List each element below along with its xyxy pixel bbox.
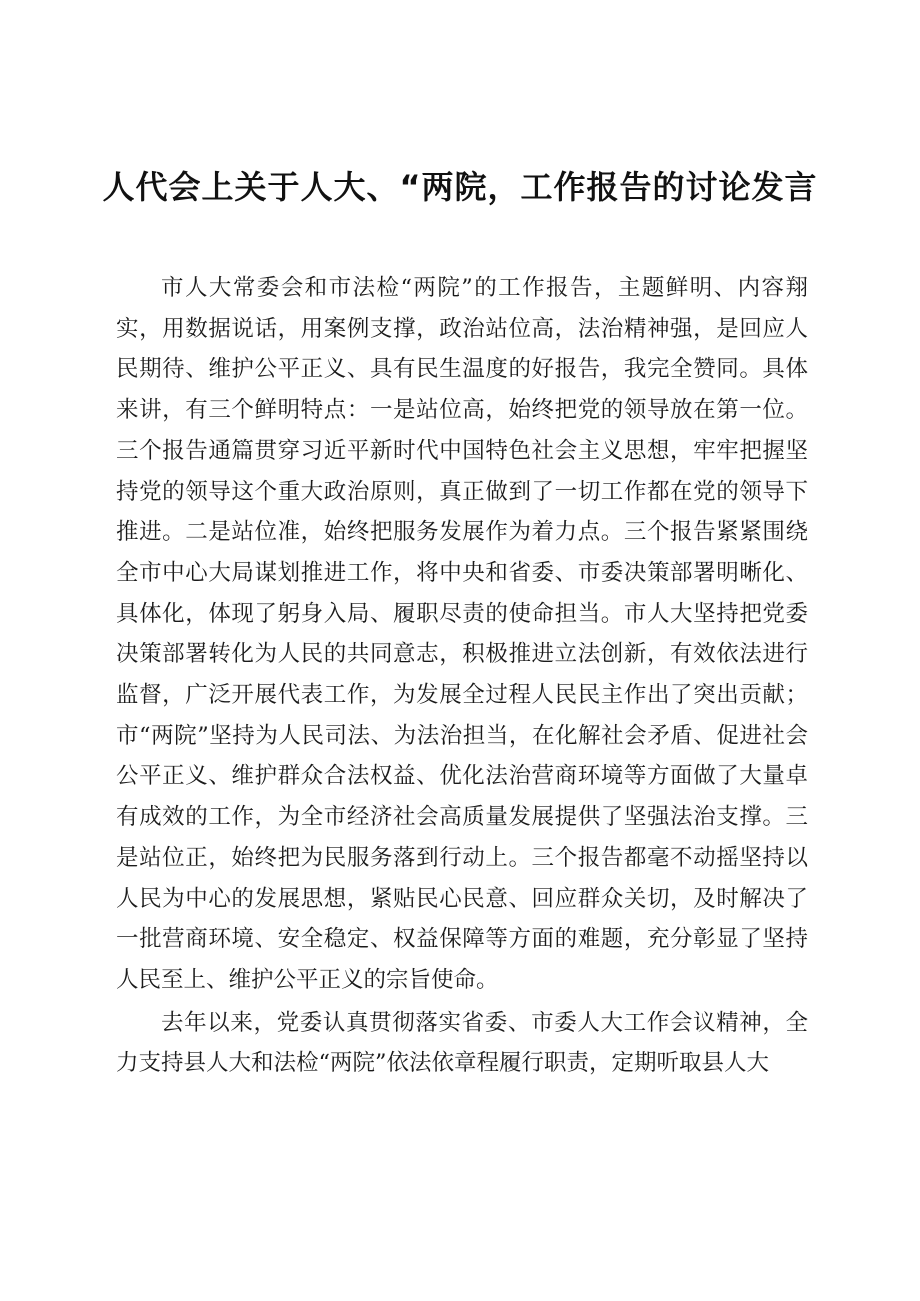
paragraph-1: 市人大常委会和市法检“两院”的工作报告，主题鲜明、内容翔实，用数据说话，用案例支撑，政治站位高，法治精神强，是回应人民期待、维护公平正义、具有民生温度的好报告，我完全赞同。具体来讲，有三个鲜明特点：一是站位高，始终把党的领导放在第一位。三个报告通篇贯穿习近平新时代中国特色社会主义思想，牢牢把握坚持党的领导这个重大政治原则，真正做到了一切工作都在党的领导下推进。二是站位准，始终把服务发展作为着力点。三个报告紧紧围绕全市中心大局谋划推进工作，将中央和省委、市委决策部署明晰化、具体化，体现了躬身入局、履职尽责的使命担当。市人大坚持把党委决策部署转化为人民的共同意志，积极推进立法创新，有效依法进行监督，广泛开展代表工作，为发展全过程人民民主作出了突出贡献；市“两院”坚持为人民司法、为法治担当，在化解社会矛盾、促进社会公平正义、维护群众合法权益、优化法治营商环境等方面做了大量卓有成效的工作，为全市经济社会高质量发展提供了坚强法治支撑。三是站位正，始终把为民服务落到行动上。三个报告都毫不动摇坚持以人民为中心的发展思想，紧贴民心民意、回应群众关切，及时解决了一批营商环境、安全稳定、权益保障等方面的难题，充分彰显了坚持人民至上、维护公平正义的宗旨使命。 <box>116 275 808 993</box>
document-body <box>116 268 808 1086</box>
paragraph-2: 去年以来，党委认真贯彻落实省委、市委人大工作会议精神，全力支持县人大和法检“两院”依法依章程履行职责，定期听取县人大 <box>116 1009 808 1077</box>
document-title: 人代会上关于人大、“两院，工作报告的讨论发言 <box>102 168 818 206</box>
